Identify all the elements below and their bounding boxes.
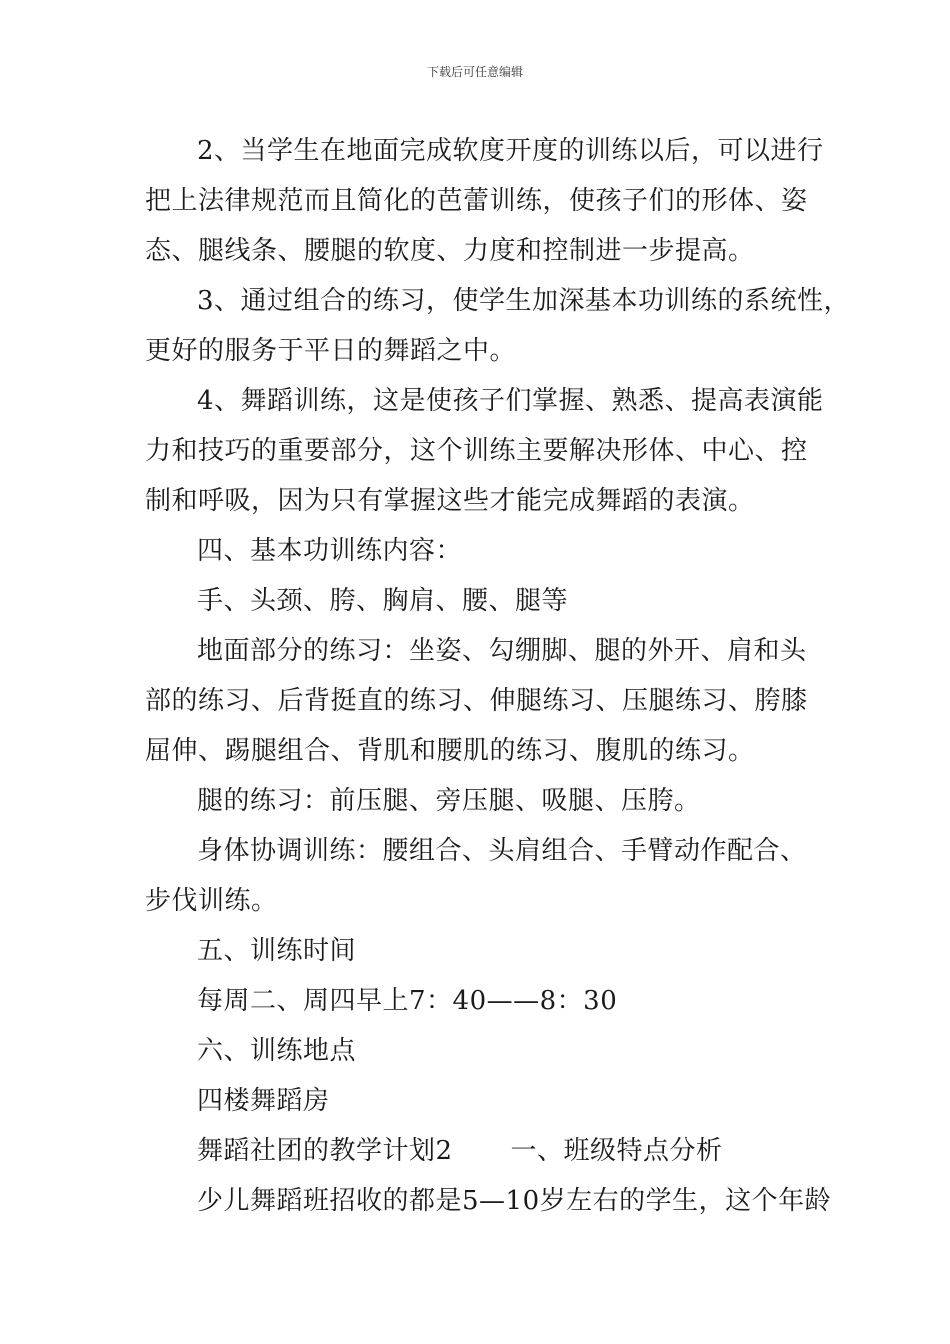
paragraph-line: 把上法律规范而且简化的芭蕾训练，使孩子们的形体、姿 — [145, 186, 808, 216]
paragraph-line: 4、舞蹈训练，这是使孩子们掌握、熟悉、提高表演能 — [197, 386, 824, 416]
paragraph-line: 制和呼吸，因为只有掌握这些才能完成舞蹈的表演。 — [145, 486, 755, 516]
paragraph-line: 腿的练习：前压腿、旁压腿、吸腿、压胯。 — [197, 786, 701, 816]
paragraph-line: 屈伸、踢腿组合、背肌和腰肌的练习、腹肌的练习。 — [145, 736, 755, 766]
paragraph-line: 更好的服务于平日的舞蹈之中。 — [145, 336, 517, 366]
paragraph-line: 四楼舞蹈房 — [197, 1086, 330, 1116]
paragraph-line: 2、当学生在地面完成软度开度的训练以后，可以进行 — [197, 136, 824, 166]
section-heading: 四、基本功训练内容： — [197, 536, 463, 566]
paragraph-line: 态、腿线条、腰腿的软度、力度和控制进一步提高。 — [145, 236, 755, 266]
paragraph-line: 身体协调训练：腰组合、头肩组合、手臂动作配合、 — [197, 836, 807, 866]
paragraph-line: 每周二、周四早上7：40——8：30 — [197, 986, 618, 1016]
paragraph-line: 地面部分的练习：坐姿、勾绷脚、腿的外开、肩和头 — [197, 636, 807, 666]
paragraph-line: 少儿舞蹈班招收的都是5—10岁左右的学生，这个年龄 — [197, 1186, 832, 1216]
section-heading: 一、班级特点分析 — [510, 1136, 723, 1166]
page-header-note: 下载后可任意编辑 — [426, 65, 523, 79]
paragraph-line: 力和技巧的重要部分，这个训练主要解决形体、中心、控 — [145, 436, 808, 466]
plan-title: 舞蹈社团的教学计划2 — [197, 1136, 453, 1166]
title-line — [145, 1126, 835, 1176]
paragraph-line: 手、头颈、胯、胸肩、腰、腿等 — [197, 586, 569, 616]
section-heading: 五、训练时间 — [197, 936, 357, 966]
paragraph-line: 步伐训练。 — [145, 886, 278, 916]
section-heading: 六、训练地点 — [197, 1036, 357, 1066]
paragraph-line: 3、通过组合的练习，使学生加深基本功训练的系统性， — [197, 286, 851, 316]
document-body — [145, 126, 851, 1226]
paragraph-line: 部的练习、后背挺直的练习、伸腿练习、压腿练习、胯膝 — [145, 686, 808, 716]
